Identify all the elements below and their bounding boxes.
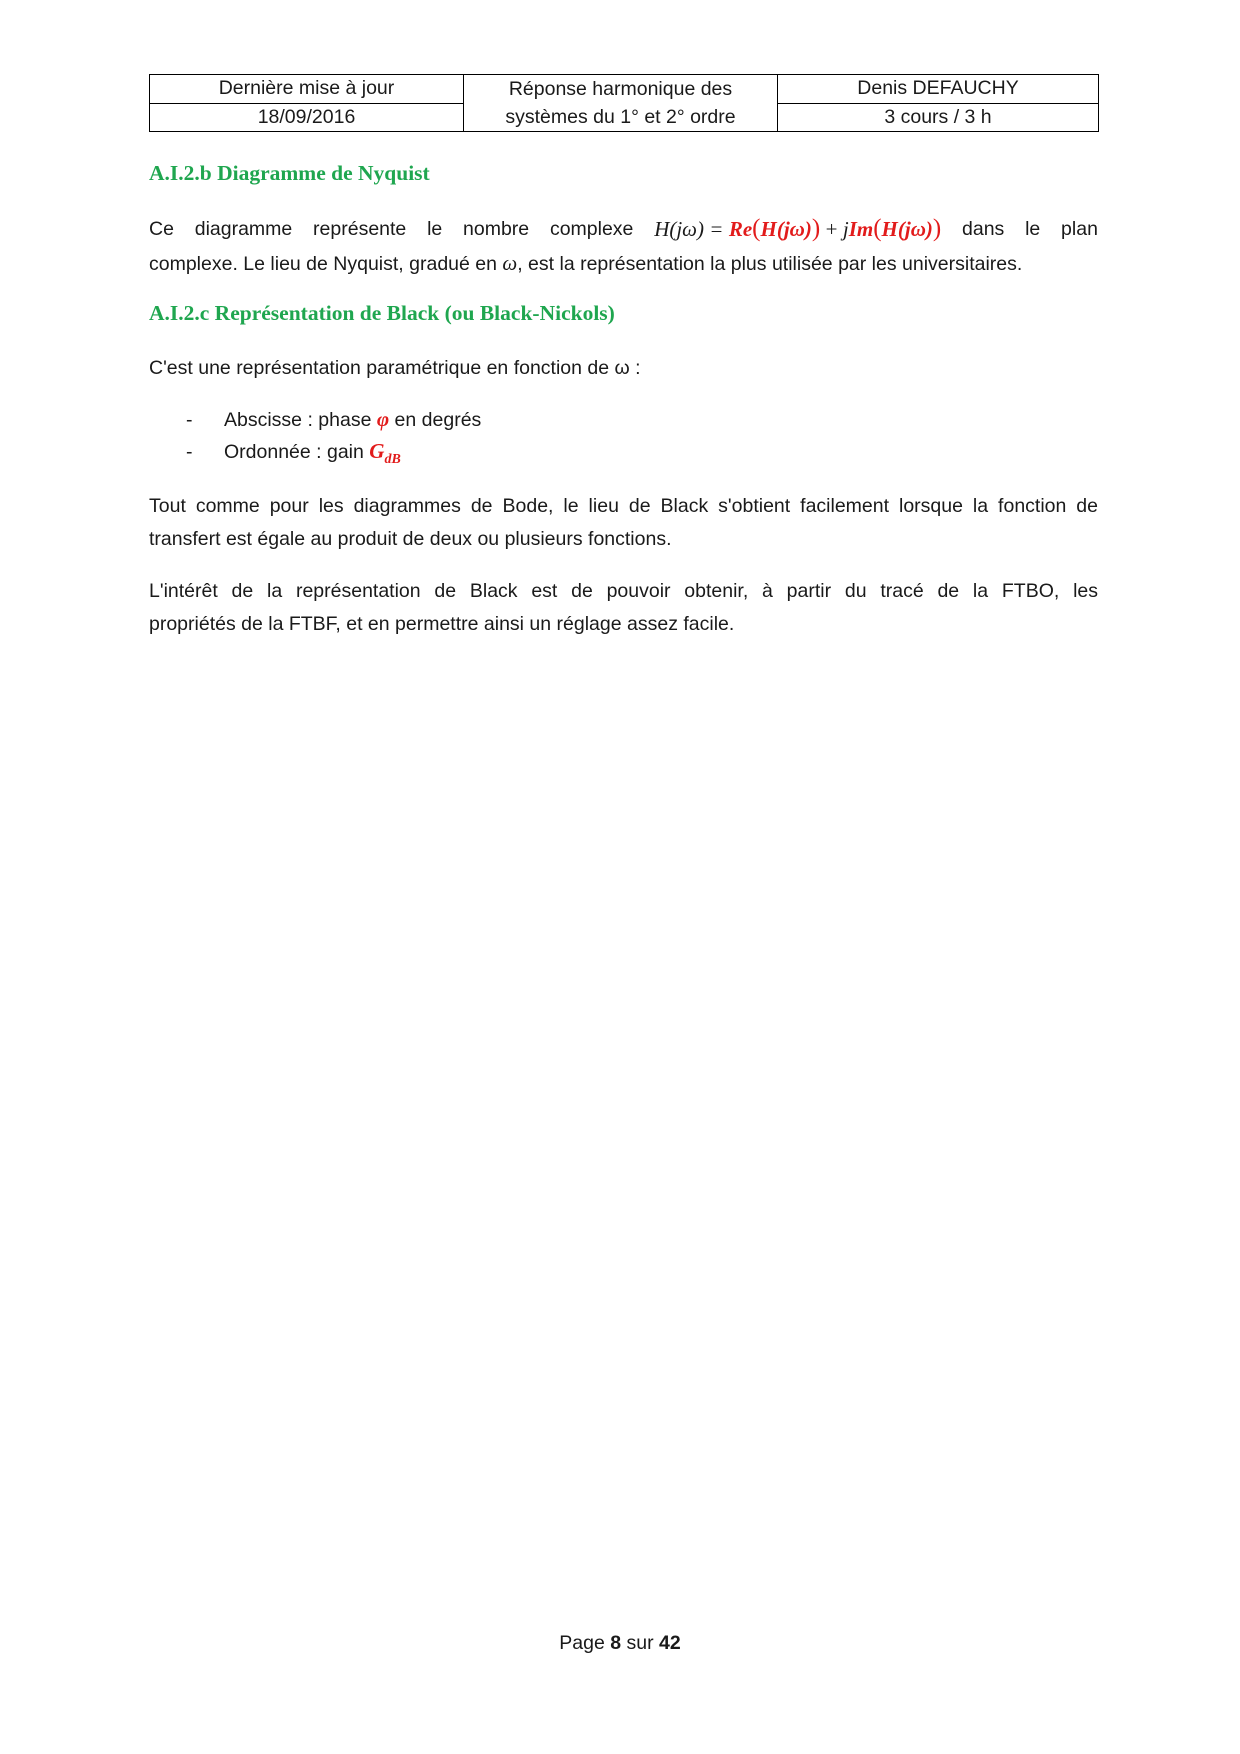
formula-plus: +	[825, 217, 838, 241]
formula-h2: H(jω)	[881, 217, 933, 241]
nyquist-line-2-end: , est la représentation la plus utilisée par les universitaires.	[517, 252, 1023, 275]
nyquist-line-2	[149, 247, 1098, 281]
formula-re: Re	[728, 217, 753, 241]
formula-lhs: H(jω) =	[654, 217, 724, 241]
bullet-text: Ordonnée : gain	[224, 441, 370, 463]
bullet-ordinate	[186, 439, 401, 468]
para1-line-1: Tout comme pour les diagrammes de Bode, le lieu de Black s'obtient facilement lorsque la fonction de	[149, 495, 1098, 517]
page-footer	[0, 1632, 1240, 1655]
last-update-date: 18/09/2016	[150, 103, 464, 132]
nyquist-paragraph	[149, 213, 1098, 280]
title-line-1: Réponse harmonique des	[508, 78, 733, 100]
header-table	[149, 74, 1099, 132]
word: plan	[1061, 218, 1098, 240]
word: représente	[313, 218, 407, 240]
nyquist-heading: A.I.2.b Diagramme de Nyquist	[149, 161, 430, 185]
para2-line-1: L'intérêt de la représentation de Black est de pouvoir obtenir, à partir du tracé de la FTBO, les	[149, 580, 1098, 602]
word: le	[427, 218, 443, 240]
omega-symbol: ω	[502, 250, 518, 275]
gain-symbol: G	[369, 439, 385, 463]
word: le	[1025, 218, 1041, 240]
formula-j: j	[842, 217, 849, 241]
bullet-dash: -	[186, 409, 193, 431]
phi-symbol: φ	[376, 407, 390, 431]
duration: 3 cours / 3 h	[778, 103, 1099, 132]
word: Ce	[149, 218, 174, 240]
bullet-abscissa	[186, 407, 481, 432]
word: diagramme	[194, 218, 293, 240]
footer-middle: sur	[621, 1632, 660, 1654]
black-intro-text: C'est une représentation paramétrique en fonction de ω :	[149, 357, 641, 379]
page-number: 8	[610, 1632, 622, 1654]
bullet-text-after: en degrés	[389, 409, 482, 431]
word: nombre	[463, 218, 530, 240]
footer-prefix: Page	[559, 1632, 611, 1654]
author: Denis DEFAUCHY	[778, 75, 1099, 104]
title-line-2: systèmes du 1° et 2° ordre	[505, 106, 736, 128]
formula-im: Im	[848, 217, 874, 241]
nyquist-formula: H(jω) = Re(H(jω)) + jIm(H(jω))	[654, 215, 942, 242]
black-paragraph-2	[149, 575, 1098, 640]
nyquist-line-1	[149, 213, 1098, 247]
last-update-label: Dernière mise à jour	[150, 75, 464, 104]
page-total: 42	[659, 1632, 681, 1654]
word: dans	[962, 218, 1005, 240]
document-title	[464, 75, 778, 132]
bullet-text: Abscisse : phase	[224, 409, 377, 431]
black-paragraph-1	[149, 490, 1098, 555]
gain-subscript: dB	[384, 452, 401, 467]
bullet-dash: -	[186, 441, 193, 463]
para2-line-2: propriétés de la FTBF, et en permettre ainsi un réglage assez facile.	[149, 612, 735, 635]
word: complexe	[549, 218, 634, 240]
nyquist-line-2-start: complexe. Le lieu de Nyquist, gradué en	[149, 252, 503, 275]
para1-line-2: transfert est égale au produit de deux ou plusieurs fonctions.	[149, 527, 672, 550]
black-intro	[149, 352, 1098, 385]
formula-h1: H(jω)	[760, 217, 812, 241]
black-heading: A.I.2.c Représentation de Black (ou Black-Nickols)	[149, 301, 615, 325]
